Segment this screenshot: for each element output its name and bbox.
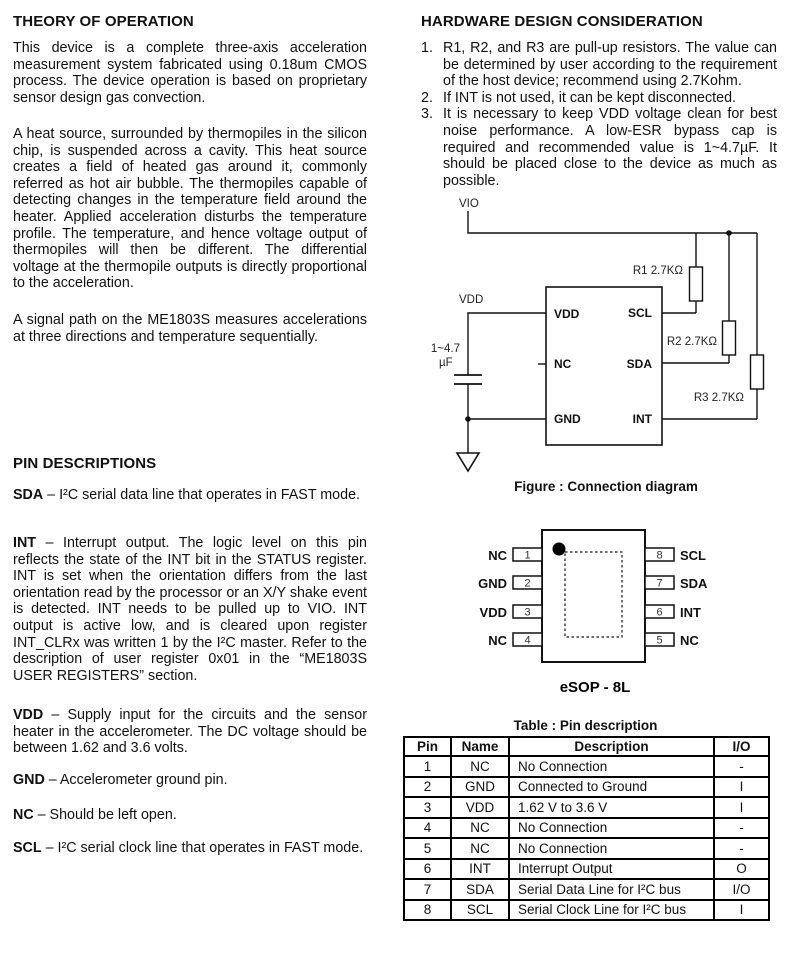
header-description: Description xyxy=(509,737,714,756)
hardware-consideration-list xyxy=(421,40,777,189)
pin-term-nc: NC xyxy=(13,807,34,823)
desc-cell: No Connection xyxy=(509,756,714,777)
vio-label: VIO xyxy=(459,198,479,210)
table-row xyxy=(404,777,769,798)
pin-cell: 3 xyxy=(404,797,451,818)
pin-description-gnd: GND – Accelerometer ground pin. xyxy=(13,772,228,788)
theory-paragraph-3: A signal path on the ME1803S measures accelerations at three directions and temperature sequentially. xyxy=(13,312,367,345)
chip-pin-int: INT xyxy=(632,412,652,426)
pin-number: 3 xyxy=(524,606,531,619)
pin-cell: 5 xyxy=(404,838,451,859)
table-row xyxy=(404,838,769,859)
pkg-label-nc4: NC xyxy=(488,633,507,648)
pin-number: 1 xyxy=(524,549,531,562)
pkg-label-gnd: GND xyxy=(478,576,507,591)
pin-cell: 4 xyxy=(404,818,451,839)
resistor-r1-symbol xyxy=(690,267,703,301)
resistor-r3-symbol xyxy=(751,355,764,389)
name-cell: NC xyxy=(451,756,509,777)
table-row xyxy=(404,797,769,818)
desc-cell: Connected to Ground xyxy=(509,777,714,798)
pin-cell: 6 xyxy=(404,859,451,880)
pkg-label-sda: SDA xyxy=(680,576,708,591)
connection-diagram-caption: Figure : Connection diagram xyxy=(514,479,698,494)
pkg-label-vdd: VDD xyxy=(479,605,507,620)
chip-pin-gnd: GND xyxy=(554,412,581,426)
capacitor-unit: µF xyxy=(439,357,453,369)
name-cell: SCL xyxy=(451,900,509,921)
io-cell: I/O xyxy=(714,879,769,900)
pin-table-title: Table : Pin description xyxy=(513,718,658,733)
desc-cell: Serial Clock Line for I²C bus xyxy=(509,900,714,921)
io-cell: - xyxy=(714,838,769,859)
chip-pin-vdd: VDD xyxy=(554,307,580,321)
io-cell: I xyxy=(714,900,769,921)
name-cell: SDA xyxy=(451,879,509,900)
pin-term-gnd: GND xyxy=(13,772,45,788)
pin-descriptions-heading: PIN DESCRIPTIONS xyxy=(13,455,157,472)
connection-diagram xyxy=(420,192,790,500)
pin-cell: 1 xyxy=(404,756,451,777)
io-cell: - xyxy=(714,756,769,777)
name-cell: NC xyxy=(451,838,509,859)
pin-cell: 8 xyxy=(404,900,451,921)
vdd-supply-label: VDD xyxy=(459,294,484,306)
pin1-indicator-dot xyxy=(553,543,566,556)
desc-cell: No Connection xyxy=(509,818,714,839)
r3-value-label: R3 2.7KΩ xyxy=(693,392,744,404)
io-cell: I xyxy=(714,777,769,798)
ground-symbol xyxy=(457,453,479,471)
pin-table xyxy=(403,736,770,921)
package-caption: eSOP - 8L xyxy=(559,679,631,696)
pin-term-sda: SDA xyxy=(13,487,44,503)
r1-value-label: R1 2.7KΩ xyxy=(632,265,683,277)
pkg-label-nc5: NC xyxy=(680,633,699,648)
pin-description-scl: SCL – I²C serial clock line that operates in FAST mode. xyxy=(13,840,364,856)
name-cell: INT xyxy=(451,859,509,880)
table-row xyxy=(404,818,769,839)
pin-number: 6 xyxy=(656,606,663,619)
pin-number: 2 xyxy=(524,577,531,590)
resistor-r2-symbol xyxy=(723,321,736,355)
header-pin: Pin xyxy=(404,737,451,756)
name-cell: VDD xyxy=(451,797,509,818)
io-cell: I xyxy=(714,797,769,818)
pkg-label-nc1: NC xyxy=(488,548,507,563)
pin-description-sda: SDA – I²C serial data line that operates in FAST mode. xyxy=(13,487,361,503)
pin-number: 4 xyxy=(524,634,531,647)
chip-pin-nc: NC xyxy=(554,357,572,371)
desc-cell: Interrupt Output xyxy=(509,859,714,880)
package-diagram xyxy=(440,525,790,700)
chip-pin-scl: SCL xyxy=(628,306,652,320)
r2-value-label: R2 2.7KΩ xyxy=(666,336,717,348)
table-row xyxy=(404,879,769,900)
pkg-label-int: INT xyxy=(680,605,701,620)
gnd-wire xyxy=(468,384,546,419)
desc-cell: No Connection xyxy=(509,838,714,859)
header-io: I/O xyxy=(714,737,769,756)
list-item: 3. It is necessary to keep VDD voltage clean for best noise performance. A low-ESR bypass cap is required and recommended value is 1~4.7µF. It should be placed close to the device as much as possible. xyxy=(421,106,777,189)
desc-cell: Serial Data Line for I²C bus xyxy=(509,879,714,900)
table-row xyxy=(404,859,769,880)
hardware-design-heading: HARDWARE DESIGN CONSIDERATION xyxy=(421,13,703,30)
vio-rail-wire xyxy=(468,211,757,233)
theory-paragraph-1: This device is a complete three-axis acceleration measurement system fabricated using 0.18um CMOS process. The device operation is based on proprietary sensor design gas convection. xyxy=(13,40,367,106)
pin-description-int: INT – Interrupt output. The logic level on this pin reflects the state of the INT bit in the STATUS register. INT is set when the orientation differs from the last orientation read by the processor or an X/Y shake event is detected. INT needs to be pulled up to VIO. INT output is active low, and is cleared upon register INT_CLRx was written 1 by the I²C master. Refer to the description of user register 0x01 in the “ME1803S USER REGISTERS” section. xyxy=(13,535,367,684)
list-item: 1. R1, R2, and R3 are pull-up resistors. The value can be determined by user according to the requirement of the host device; recommend using 2.7Kohm. xyxy=(421,40,777,90)
pin-cell: 2 xyxy=(404,777,451,798)
io-cell: O xyxy=(714,859,769,880)
io-cell: - xyxy=(714,818,769,839)
pin-number: 8 xyxy=(656,549,663,562)
theory-paragraph-2: A heat source, surrounded by thermopiles in the silicon chip, is suspended across a cavity. This heat source creates a field of heated gas around it, commonly referred as hot air bubble. The thermopiles capable of detecting changes in the temperature field around the heater. Applied acceleration disturbs the temperature profile. The temperature, and hence voltage output of thermopiles will then be different. The differential voltage at the thermopile outputs is directly proportional to the acceleration. xyxy=(13,126,367,292)
pin-term-int: INT xyxy=(13,535,37,551)
desc-cell: 1.62 V to 3.6 V xyxy=(509,797,714,818)
capacitor-value: 1~4.7 xyxy=(430,343,460,355)
pin-cell: 7 xyxy=(404,879,451,900)
name-cell: GND xyxy=(451,777,509,798)
pin-term-scl: SCL xyxy=(13,840,42,856)
pin-description-vdd: VDD – Supply input for the circuits and the sensor heater in the accelerometer. The DC voltage should be between 1.62 and 3.6 volts. xyxy=(13,707,367,757)
junction-dot xyxy=(726,230,732,236)
header-name: Name xyxy=(451,737,509,756)
list-item: 2. If INT is not used, it can be kept disconnected. xyxy=(421,89,736,106)
table-row xyxy=(404,900,769,921)
table-row xyxy=(404,756,769,777)
chip-pin-sda: SDA xyxy=(626,357,652,371)
pin-number: 7 xyxy=(656,577,663,590)
pin-description-nc: NC – Should be left open. xyxy=(13,807,177,823)
pkg-label-scl: SCL xyxy=(680,548,706,563)
table-header-row xyxy=(404,737,769,756)
theory-of-operation-heading: THEORY OF OPERATION xyxy=(13,13,194,30)
pin-term-vdd: VDD xyxy=(13,707,44,723)
pin-number: 5 xyxy=(656,634,663,647)
vdd-wire xyxy=(468,313,546,375)
name-cell: NC xyxy=(451,818,509,839)
